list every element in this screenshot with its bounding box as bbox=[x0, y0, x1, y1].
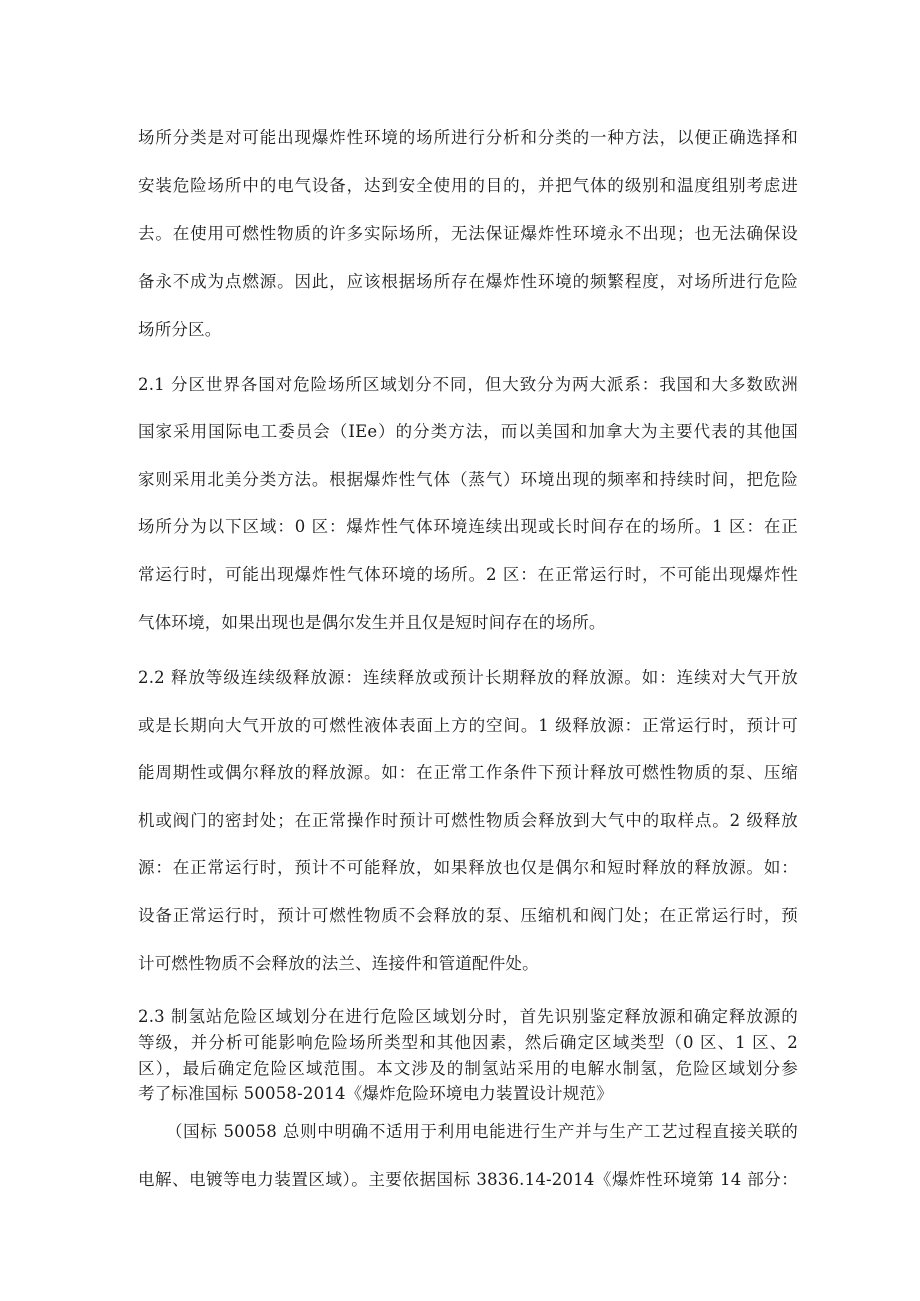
text-line: 常运行时，可能出现爆炸性气体环境的场所。2 区：在正常运行时，不可能出现爆炸性 bbox=[138, 565, 798, 584]
text-line: 场所分类是对可能出现爆炸性环境的场所进行分析和分类的一种方法，以便正确选择和 bbox=[138, 128, 798, 147]
text-line: 安装危险场所中的电气设备，达到安全使用的目的，并把气体的级别和温度组别考虑进 bbox=[138, 176, 798, 195]
text-line: 等级，并分析可能影响危险场所类型和其他因素，然后确定区域类型（0 区、1 区、2 bbox=[138, 1033, 798, 1052]
text-line: 家则采用北美分类方法。根据爆炸性气体（蒸气）环境出现的频率和持续时间，把危险 bbox=[138, 470, 798, 489]
text-line: 考了标准国标 50058-2014《爆炸危险环境电力装置设计规范》 bbox=[138, 1084, 613, 1103]
text-line: 或是长期向大气开放的可燃性液体表面上方的空间。1 级释放源：正常运行时，预计可 bbox=[138, 716, 798, 735]
text-line: 机或阀门的密封处；在正常操作时预计可燃性物质会释放到大气中的取样点。2 级释放 bbox=[138, 811, 798, 830]
text-line: 设备正常运行时，预计可燃性物质不会释放的泵、压缩机和阀门处；在正常运行时，预 bbox=[138, 906, 798, 925]
text-line: 气体环境，如果出现也是偶尔发生并且仅是短时间存在的场所。 bbox=[138, 613, 606, 632]
text-line: 计可燃性物质不会释放的法兰、连接件和管道配件处。 bbox=[138, 954, 539, 973]
section-heading-line: 2.1 分区世界各国对危险场所区域划分不同，但大致分为两大派系：我国和大多数欧洲 bbox=[138, 375, 798, 394]
section-heading-line: 2.3 制氢站危险区域划分在进行危险区域划分时，首先识别鉴定释放源和确定释放源的 bbox=[138, 1007, 798, 1026]
text-line: 备永不成为点燃源。因此，应该根据场所存在爆炸性环境的频繁程度，对场所进行危险 bbox=[138, 272, 798, 291]
text-line: 能周期性或偶尔释放的释放源。如：在正常工作条件下预计释放可燃性物质的泵、压缩 bbox=[138, 763, 798, 782]
text-line: 国家采用国际电工委员会（IEe）的分类方法，而以美国和加拿大为主要代表的其他国 bbox=[138, 422, 798, 441]
text-line: 源：在正常运行时，预计不可能释放，如果释放也仅是偶尔和短时释放的释放源。如： bbox=[138, 858, 798, 877]
text-line: 电解、电镀等电力装置区域）。主要依据国标 3836.14-2014《爆炸性环境第 14 部分： bbox=[138, 1170, 798, 1189]
text-line: 区），最后确定危险区域范围。本文涉及的制氢站采用的电解水制氢，危险区域划分参 bbox=[138, 1059, 798, 1078]
text-line: 去。在使用可燃性物质的许多实际场所，无法保证爆炸性环境永不出现；也无法确保设 bbox=[138, 224, 798, 243]
note-line: （国标 50058 总则中明确不适用于利用电能进行生产并与生产工艺过程直接关联的 bbox=[166, 1122, 798, 1141]
section-heading-line: 2.2 释放等级连续级释放源：连续释放或预计长期释放的释放源。如：连续对大气开放 bbox=[138, 668, 798, 687]
text-line: 场所分区。 bbox=[138, 320, 222, 339]
text-line: 场所分为以下区域：0 区：爆炸性气体环境连续出现或长时间存在的场所。1 区：在正 bbox=[138, 517, 798, 536]
